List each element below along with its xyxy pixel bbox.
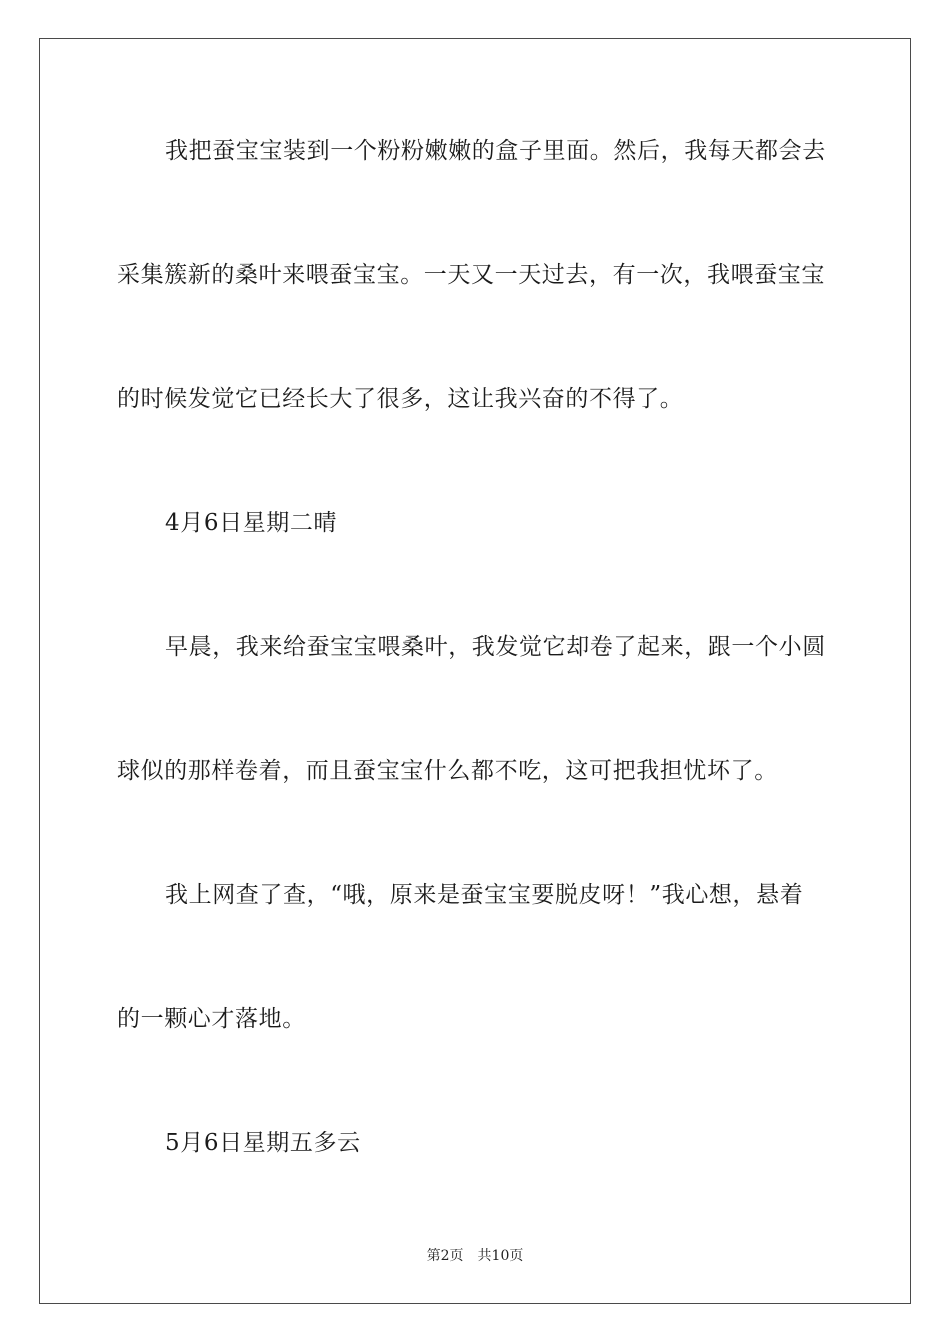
page-footer xyxy=(0,1246,950,1266)
paragraph-line: 采集簇新的桑叶来喂蚕宝宝。一天又一天过去，有一次，我喂蚕宝宝 xyxy=(117,262,825,288)
diary-date-heading: 4月6日星期二晴 xyxy=(165,510,338,536)
total-pages: 共10页 xyxy=(477,1248,524,1264)
page-frame xyxy=(39,38,911,1304)
paragraph-line: 的一颗心才落地。 xyxy=(117,1006,306,1032)
paragraph-line: 早晨，我来给蚕宝宝喂桑叶，我发觉它却卷了起来，跟一个小圆 xyxy=(165,634,826,660)
paragraph-line: 的时候发觉它已经长大了很多，这让我兴奋的不得了。 xyxy=(117,386,684,412)
paragraph-line: 我把蚕宝宝装到一个粉粉嫩嫩的盒子里面。然后，我每天都会去 xyxy=(165,138,826,164)
paragraph-line: 球似的那样卷着，而且蚕宝宝什么都不吃，这可把我担忧坏了。 xyxy=(117,758,778,784)
paragraph-line: 我上网查了查，“哦，原来是蚕宝宝要脱皮呀！”我心想，悬着 xyxy=(165,882,804,908)
diary-date-heading: 5月6日星期五多云 xyxy=(165,1130,361,1156)
page-number: 第2页 xyxy=(426,1248,464,1264)
